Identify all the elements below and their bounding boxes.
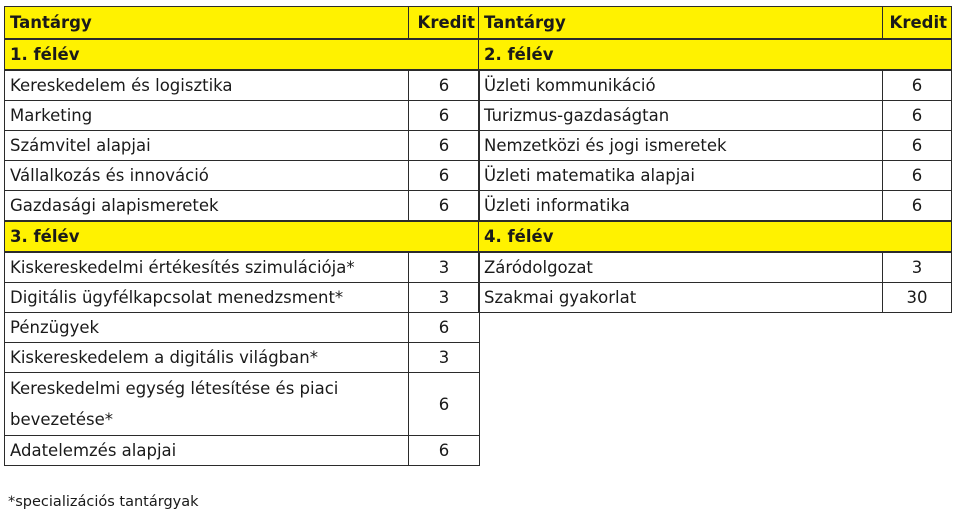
subject-name: Pénzügyek (5, 313, 409, 343)
subject-name: Vállalkozás és innováció (5, 161, 409, 191)
semester-4-title: 4. félév (479, 221, 952, 252)
subject-name: Kiskereskedelmi értékesítés szimulációja* (5, 252, 409, 283)
subject-credit: 6 (409, 313, 480, 343)
table-row (5, 131, 480, 161)
table-row (479, 70, 952, 101)
credit-column-header: Kredit (883, 7, 952, 40)
table-row (479, 101, 952, 131)
table-row (5, 313, 480, 343)
subject-name: Záródolgozat (479, 252, 883, 283)
subject-credit: 6 (409, 373, 480, 436)
subject-name: Üzleti informatika (479, 191, 883, 222)
subject-credit: 6 (883, 70, 952, 101)
curriculum-table-right (478, 6, 952, 313)
table-row (479, 252, 952, 283)
subject-credit: 3 (409, 343, 480, 373)
subject-column-header: Tantárgy (5, 7, 409, 40)
subject-credit: 3 (409, 283, 480, 313)
semester-heading-row (5, 39, 480, 70)
subject-credit: 3 (883, 252, 952, 283)
subject-name: Digitális ügyfélkapcsolat menedzsment* (5, 283, 409, 313)
table-row (5, 343, 480, 373)
subject-name: Kereskedelmi egység létesítése és piaci bevezetése* (5, 373, 409, 436)
semester-1-title: 1. félév (5, 39, 480, 70)
subject-name: Gazdasági alapismeretek (5, 191, 409, 222)
subject-credit: 6 (409, 191, 480, 222)
semester-heading-row (5, 221, 480, 252)
table-row (5, 436, 480, 466)
table-row (479, 191, 952, 222)
subject-name: Adatelemzés alapjai (5, 436, 409, 466)
subject-credit: 6 (883, 191, 952, 222)
specialization-footnote: *specializációs tantárgyak (8, 494, 199, 510)
table-row (5, 161, 480, 191)
subject-credit: 6 (883, 131, 952, 161)
table-row (5, 70, 480, 101)
subject-credit: 6 (409, 436, 480, 466)
table-row (5, 283, 480, 313)
semester-heading-row (479, 221, 952, 252)
subject-credit: 6 (883, 161, 952, 191)
semester-3-title: 3. félév (5, 221, 480, 252)
subject-credit: 6 (409, 131, 480, 161)
table-row (5, 101, 480, 131)
table-row (479, 131, 952, 161)
subject-credit: 30 (883, 283, 952, 313)
credit-column-header: Kredit (409, 7, 480, 40)
table-row (479, 161, 952, 191)
subject-credit: 6 (409, 70, 480, 101)
table-header-row (479, 7, 952, 40)
subject-name: Szakmai gyakorlat (479, 283, 883, 313)
subject-name: Marketing (5, 101, 409, 131)
subject-name: Számvitel alapjai (5, 131, 409, 161)
subject-credit: 3 (409, 252, 480, 283)
table-row (5, 191, 480, 222)
table-row (479, 283, 952, 313)
subject-name: Üzleti matematika alapjai (479, 161, 883, 191)
subject-name: Kiskereskedelem a digitális világban* (5, 343, 409, 373)
subject-name: Nemzetközi és jogi ismeretek (479, 131, 883, 161)
subject-column-header: Tantárgy (479, 7, 883, 40)
table-row (5, 252, 480, 283)
semester-2-title: 2. félév (479, 39, 952, 70)
subject-name: Üzleti kommunikáció (479, 70, 883, 101)
subject-name: Kereskedelem és logisztika (5, 70, 409, 101)
curriculum-table-left (4, 6, 480, 466)
subject-credit: 6 (409, 161, 480, 191)
subject-credit: 6 (409, 101, 480, 131)
subject-name: Turizmus-gazdaságtan (479, 101, 883, 131)
table-header-row (5, 7, 480, 40)
subject-credit: 6 (883, 101, 952, 131)
semester-heading-row (479, 39, 952, 70)
table-row (5, 373, 480, 436)
